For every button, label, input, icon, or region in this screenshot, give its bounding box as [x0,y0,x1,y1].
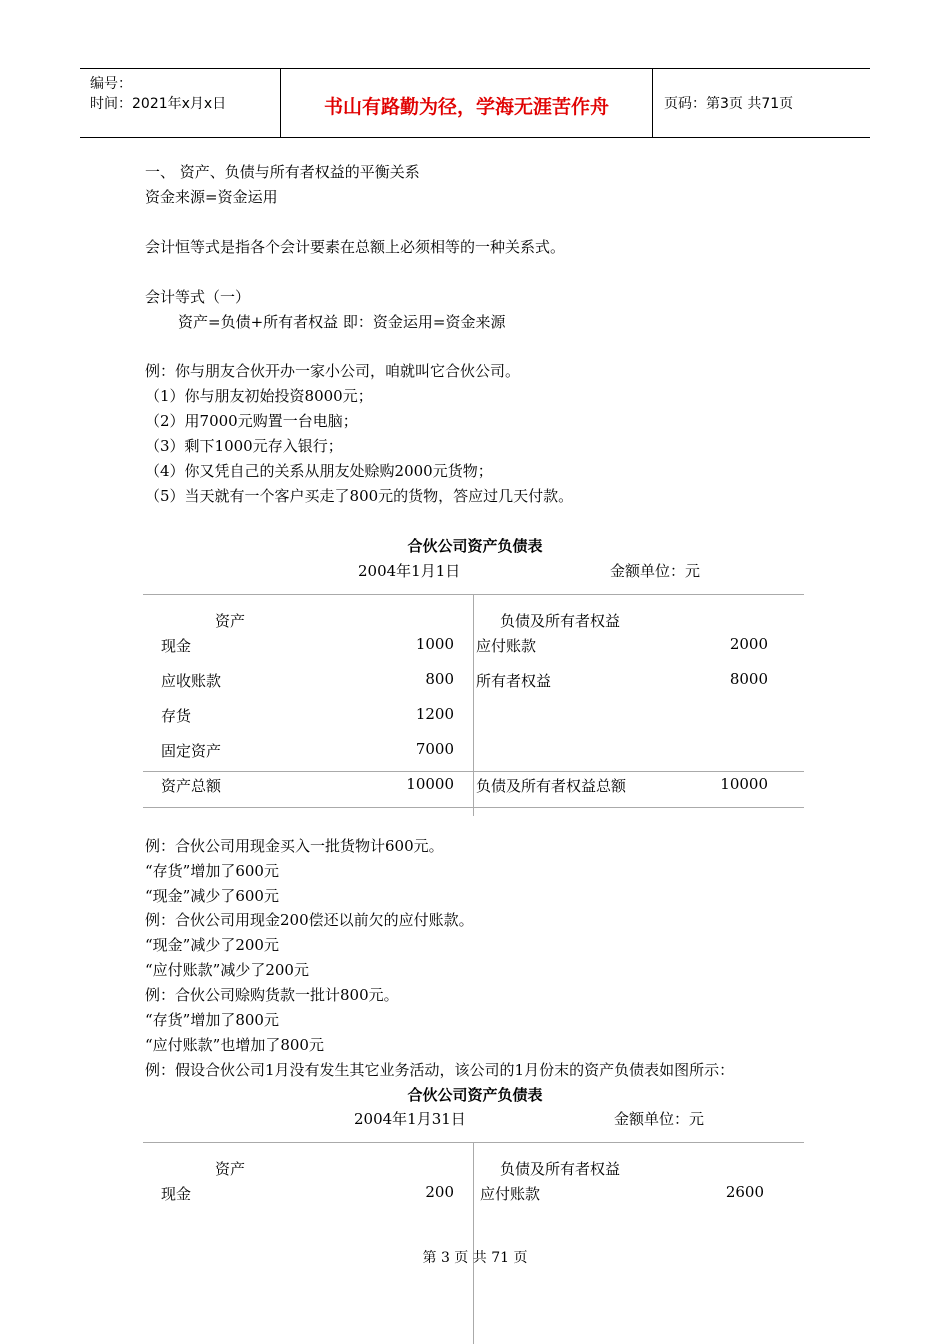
example-line: 例：假设合伙公司1月没有发生其它业务活动，该公司的1月份末的资产负债表如图所示： [145,1061,735,1079]
table2-date: 2004年1月31日 [354,1110,466,1128]
table-row-value: 1000 [415,635,454,653]
table1-divider [473,594,474,816]
equation-title: 会计等式（一） [145,288,251,306]
equation-body: 资产=负债+所有者权益 即：资金运用=资金来源 [178,313,506,331]
page-footer: 第 3 页 共 71 页 [422,1250,528,1266]
header-meta [80,69,281,137]
table2-title: 合伙公司资产负债表 [407,1086,543,1104]
example-line: 例：合伙公司赊购货款一批计800元。 [145,986,399,1004]
number-label: 编号： [90,76,132,92]
table1-total-rule [143,771,804,772]
example-line: 例：合伙公司用现金200偿还以前欠的应付账款。 [145,911,474,929]
page-header [80,68,870,138]
example-line: “应付账款”减少了200元 [145,961,309,979]
table-row-label: 应收账款 [161,672,222,690]
time-label: 时间：2021年x月x日 [90,96,227,112]
example-line: “应付账款”也增加了800元 [145,1036,324,1054]
table1-left-header: 资产 [215,612,246,630]
list-item: （3）剩下1000元存入银行； [145,437,343,455]
table1-left-total-label: 资产总额 [161,777,222,795]
table-row-label: 应付账款 [480,1185,541,1203]
list-item: （5）当天就有一个客户买走了800元的货物，答应过几天付款。 [145,487,574,505]
table-row-label: 现金 [161,1185,192,1203]
table2-right-header: 负债及所有者权益 [500,1160,621,1178]
table1-left-total-value: 10000 [406,775,454,793]
table1-right-total-value: 10000 [720,775,768,793]
example-line: “存货”增加了800元 [145,1011,279,1029]
table1-bottom-rule [143,807,804,808]
example-line: 例：合伙公司用现金买入一批货物计600元。 [145,837,444,855]
table1-right-header: 负债及所有者权益 [500,612,621,630]
table-row-value: 2000 [729,635,768,653]
example-line: “现金”减少了600元 [145,887,279,905]
table-row-label: 应付账款 [476,637,537,655]
table-row-value: 2600 [725,1183,764,1201]
table1-date: 2004年1月1日 [358,562,461,580]
table-row-label: 存货 [161,707,192,725]
example-line: “存货”增加了600元 [145,862,279,880]
table-row-value: 7000 [415,740,454,758]
list-item: （2）用7000元购置一台电脑； [145,412,358,430]
list-item: （4）你又凭自己的关系从朋友处赊购2000元货物； [145,462,493,480]
table-row-value: 8000 [729,670,768,688]
table-row-label: 固定资产 [161,742,222,760]
table2-left-header: 资产 [215,1160,246,1178]
example-line: “现金”减少了200元 [145,936,279,954]
table2-unit: 金额单位：元 [614,1110,705,1128]
table1-unit: 金额单位：元 [610,562,701,580]
table-row-label: 所有者权益 [476,672,552,690]
table-row-value: 200 [425,1183,454,1201]
table-row-value: 800 [425,670,454,688]
table1-title: 合伙公司资产负债表 [407,537,543,555]
table1-right-total-label: 负债及所有者权益总额 [476,777,627,795]
table2-divider [473,1142,474,1344]
table-row-value: 1200 [415,705,454,723]
header-motto: 书山有路勤为径，学海无涯苦作舟 [281,69,653,137]
intro-line1: 资金来源=资金运用 [145,188,278,206]
intro-line2: 会计恒等式是指各个会计要素在总额上必须相等的一种关系式。 [145,238,566,256]
header-page-code: 页码：第3页 共71页 [664,96,794,112]
list-item: （1）你与朋友初始投资8000元； [145,387,373,405]
section-heading: 一、 资产、负债与所有者权益的平衡关系 [145,163,420,181]
example1-lead: 例：你与朋友合伙开办一家小公司，咱就叫它合伙公司。 [145,362,521,380]
table-row-label: 现金 [161,637,192,655]
